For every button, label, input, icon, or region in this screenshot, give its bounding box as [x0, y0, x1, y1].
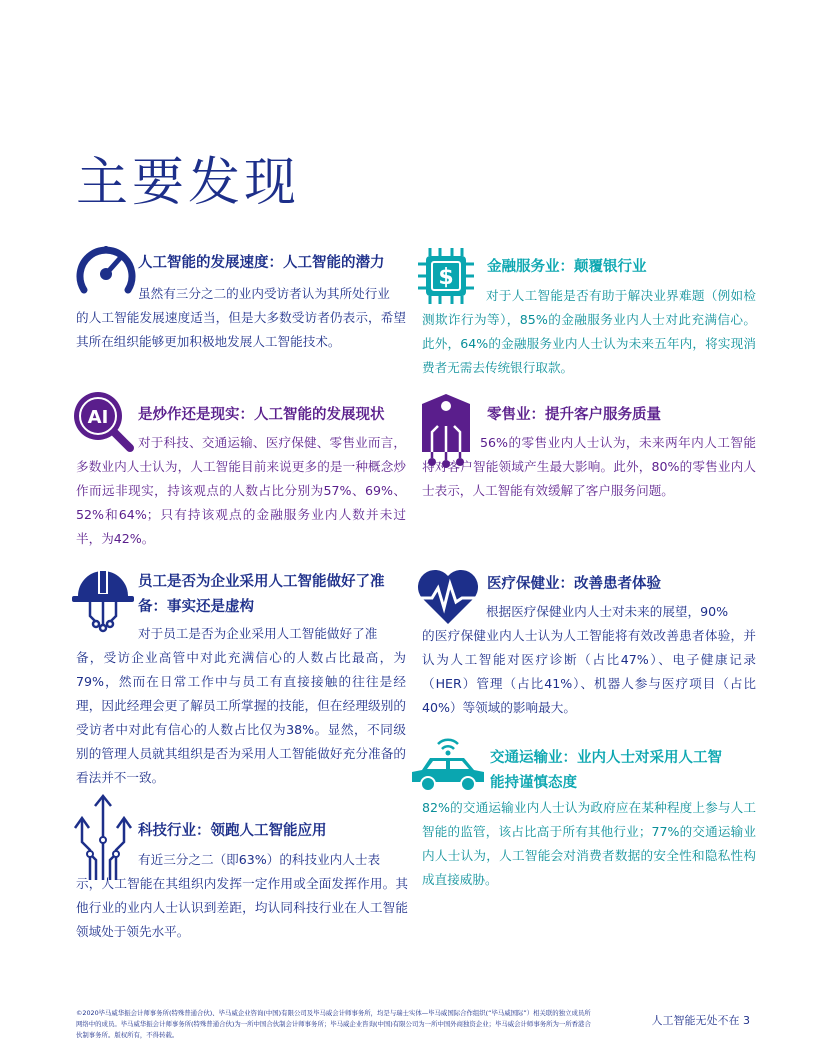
tech-body-line1: 有近三分之二（即63%）的科技业内人士表	[138, 852, 381, 867]
speed-heading: 人工智能的发展速度：人工智能的潜力	[138, 255, 385, 271]
employees-body-line1: 对于员工是否为企业采用人工智能做好了准	[138, 626, 378, 641]
speed-body: 的人工智能发展速度适当，但是大多数受访者仍表示，希望其所在组织能够更加积极地发展人工智能技术。	[76, 310, 406, 349]
transport-heading-line2: 能持谨慎态度	[490, 775, 577, 791]
page-title: 主要发现	[76, 153, 301, 213]
finance-body: 对于人工智能是否有助于解决业界难题（例如检测欺诈行为等），85%的金融服务业内人士对此充满信心。此外，64%的金融服务业内人士认为未来五年内，将实现消费者无需去传统银行取款。	[422, 288, 756, 375]
tech-heading: 科技行业：领跑人工智能应用	[138, 823, 327, 839]
finance-heading: 金融服务业：颠覆银行业	[487, 259, 647, 275]
transport-body: 82%的交通运输业内人士认为政府应在某种程度上参与人工智能的监管，该占比高于所有其他行业；77%的交通运输业内人士认为，人工智能会对消费者数据的安全性和隐私性构成直接威胁。	[422, 800, 756, 887]
hype-heading: 是炒作还是现实：人工智能的发展现状	[138, 407, 385, 423]
circuit-arrows-icon	[70, 790, 136, 882]
footer-legal-text: ©2020毕马威华振会计师事务所(特殊普通合伙)、毕马威企业咨询(中国)有限公司及毕马威会计师事务所，均是与瑞士实体—毕马威国际合作组织(“毕马威国际”）相关联的独立成员所网络中的成员。毕马威华振会计师事务所(特殊普通合伙)为一所中国合伙制会计师事务所；毕马威企业咨询(中国)有限公司为一所中国外商独资企业；毕马威会计师事务所为一所香港合伙制事务所。版权所有，不得转载。	[76, 1009, 591, 1039]
transport-heading-line1: 交通运输业：业内人士对采用人工智	[490, 750, 722, 766]
connected-car-icon	[408, 732, 488, 796]
heart-pulse-icon	[414, 566, 482, 628]
retail-heading: 零售业：提升客户服务质量	[487, 407, 661, 423]
healthcare-body-line1: 根据医疗保健业内人士对未来的展望，90%	[486, 604, 729, 619]
retail-body: 56%的零售业内人士认为，未来两年内人工智能将对客户智能领域产生最大影响。此外，80%的零售业内人士表示，人工智能有效缓解了客户服务问题。	[422, 435, 756, 498]
tech-body: 示，人工智能在其组织内发挥一定作用或全面发挥作用。其他行业的业内人士认识到差距，均认同科技行业在人工智能领域处于领先水平。	[76, 876, 408, 939]
employees-heading-line1: 员工是否为企业采用人工智能做好了准	[138, 574, 385, 590]
hardhat-icon	[70, 566, 136, 634]
svg-text:AI: AI	[87, 407, 109, 428]
speedometer-icon	[74, 240, 138, 302]
footer-page-label: 人工智能无处不在 3	[651, 1014, 750, 1027]
speed-body-line1: 虽然有三分之二的业内受访者认为其所处行业	[138, 286, 390, 301]
svg-text:$: $	[438, 265, 454, 290]
healthcare-heading: 医疗保健业：改善患者体验	[487, 576, 661, 592]
healthcare-body: 的医疗保健业内人士认为人工智能将有效改善患者体验，并认为人工智能对医疗诊断（占比47%）、电子健康记录（HER）管理（占比41%）、机器人参与医疗项目（占比40%）等领域的影响最大。	[422, 628, 756, 715]
employees-heading-line2: 备：事实还是虚构	[138, 599, 254, 615]
hype-body: 对于科技、交通运输、医疗保健、零售业而言，多数业内人士认为，人工智能目前来说更多的是一种概念炒作而远非现实，持该观点的人数占比分别为57%、69%、52%和64%；只有持该观点的金融服务业内人数并未过半，为42%。	[76, 435, 406, 546]
employees-body: 备，受访企业高管中对此充满信心的人数占比最高，为79%，然而在日常工作中与员工有直接接触的往往是经理，因此经理会更了解员工所掌握的技能，但在经理级别的受访者中对此有信心的人数占比仅为38%。显然，不同级别的管理人员就其组织是否为采用人工智能做好充分准备的看法并不一致。	[76, 650, 406, 785]
